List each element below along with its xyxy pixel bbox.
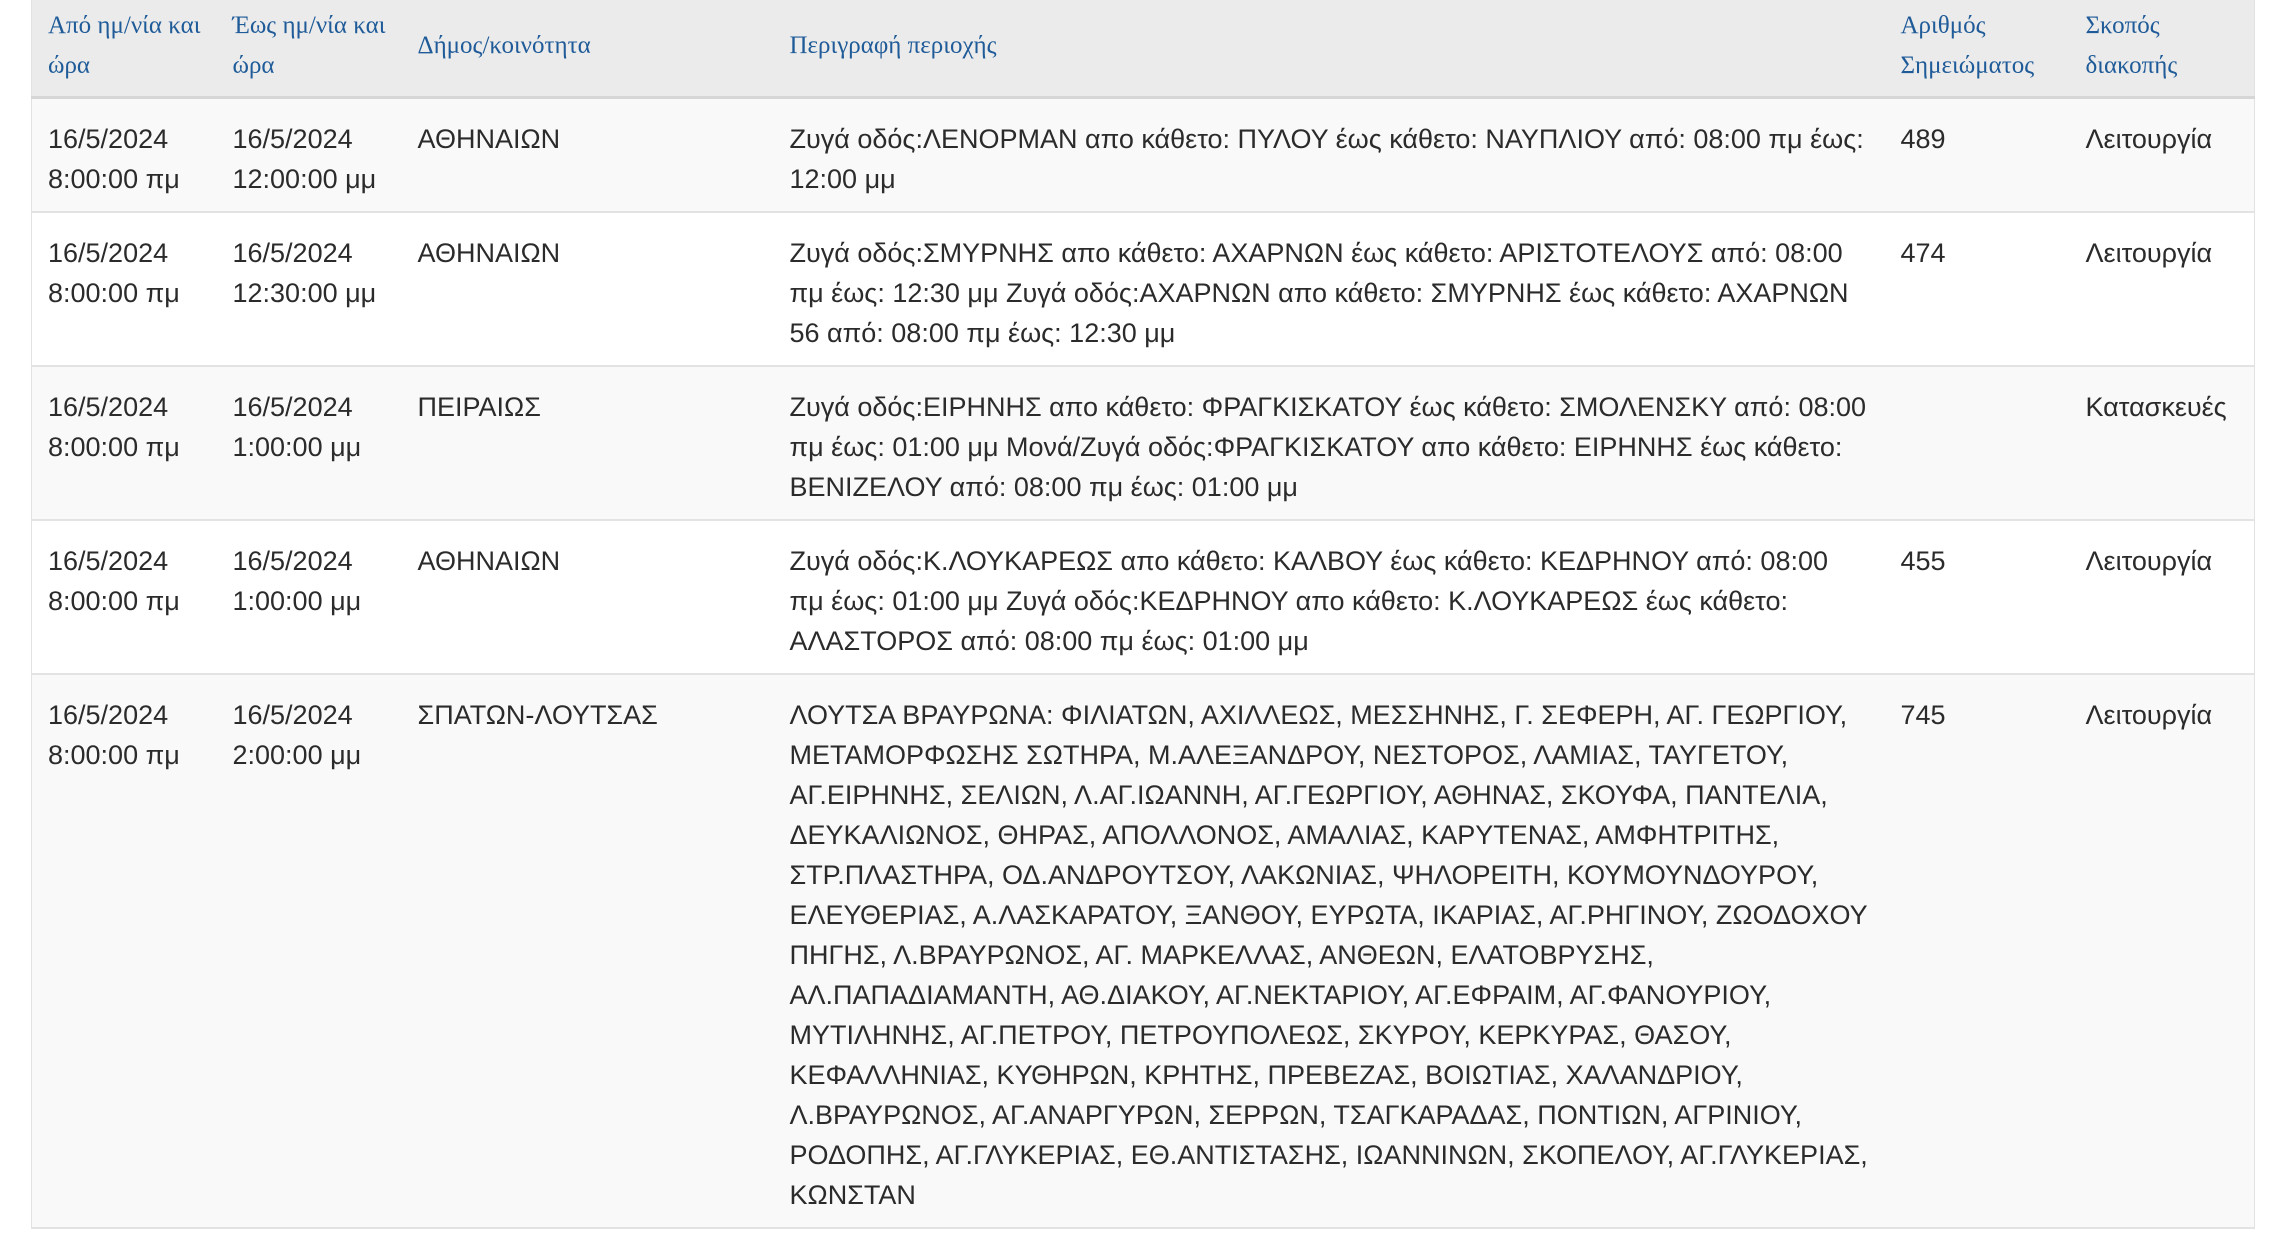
cell-description: ΛΟΥΤΣΑ ΒΡΑΥΡΩΝΑ: ΦΙΛΙΑΤΩΝ, ΑΧΙΛΛΕΩΣ, ΜΕΣΣΗΝΗΣ, Γ. ΣΕΦΕΡΗ, ΑΓ. ΓΕΩΡΓΙΟΥ, ΜΕΤΑΜΟΡΦΩΣΗΣ ΣΩΤΗΡΑ, Μ.ΑΛΕΞΑΝΔΡΟΥ, ΝΕΣΤΟΡΟΣ, ΛΑΜΙΑΣ, ΤΑΥΓΕΤΟΥ, ΑΓ.ΕΙΡΗΝΗΣ, ΣΕΛΙΩΝ, Λ.ΑΓ.ΙΩΑΝΝΗ, ΑΓ.ΓΕΩΡΓΙΟΥ, ΑΘΗΝΑΣ, ΣΚΟΥΦΑ, ΠΑΝΤΕΛΙΑ, ΔΕΥΚΑΛΙΩΝΟΣ, ΘΗΡΑΣ, ΑΠΟΛΛΟΝΟΣ, ΑΜΑΛΙΑΣ, ΚΑΡΥΤΕΝΑΣ, ΑΜΦΗΤΡΙΤΗΣ, ΣΤΡ.ΠΛΑΣΤΗΡΑ, ΟΔ.ΑΝΔΡΟΥΤΣΟΥ, ΛΑΚΩΝΙΑΣ, ΨΗΛΟΡΕΙΤΗ, ΚΟΥΜΟΥΝΔΟΥΡΟΥ, ΕΛΕΥΘΕΡΙΑΣ, Α.ΛΑΣΚΑΡΑΤΟΥ, ΞΑΝΘΟΥ, ΕΥΡΩΤΑ, ΙΚΑΡΙΑΣ, ΑΓ.ΡΗΓΙΝΟΥ, ΖΩΟΔΟΧΟΥ ΠΗΓΗΣ, Λ.ΒΡΑΥΡΩΝΟΣ, ΑΓ. ΜΑΡΚΕΛΛΑΣ, ΑΝΘΕΩΝ, ΕΛΑΤΟΒΡΥΣΗΣ, ΑΛ.ΠΑΠΑΔΙΑΜΑΝΤΗ, ΑΘ.ΔΙΑΚΟΥ, ΑΓ.ΝΕΚΤΑΡΙΟΥ, ΑΓ.ΕΦΡΑΙΜ, ΑΓ.ΦΑΝΟΥΡΙΟΥ, ΜΥΤΙΛΗΝΗΣ, ΑΓ.ΠΕΤΡΟΥ, ΠΕΤΡΟΥΠΟΛΕΩΣ, ΣΚΥΡΟΥ, ΚΕΡΚΥΡΑΣ, ΘΑΣΟΥ, ΚΕΦΑΛΛΗΝΙΑΣ, ΚΥΘΗΡΩΝ, ΚΡΗΤΗΣ, ΠΡΕΒΕΖΑΣ, ΒΟΙΩΤΙΑΣ, ΧΑΛΑΝΔΡΙΟΥ, Λ.ΒΡΑΥΡΩΝΟΣ, ΑΓ.ΑΝΑΡΓΥΡΩΝ, ΣΕΡΡΩΝ, ΤΣΑΓΚΑΡΑΔΑΣ, ΠΟΝΤΙΩΝ, ΑΓΡΙΝΙΟΥ, ΡΟΔΟΠΗΣ, ΑΓ.ΓΛΥΚΕΡΙΑΣ, ΕΘ.ΑΝΤΙΣΤΑΣΗΣ, ΙΩΑΝΝΙΝΩΝ, ΣΚΟΠΕΛΟΥ, ΑΓ.ΓΛΥΚΕΡΙΑΣ, ΚΩΝΣΤΑΝ bbox=[774, 674, 1885, 1228]
cell-purpose: Λειτουργία bbox=[2070, 212, 2255, 366]
cell-note-number bbox=[1885, 366, 2070, 520]
cell-municipality: ΠΕΙΡΑΙΩΣ bbox=[402, 366, 774, 520]
cell-to: 16/5/2024 1:00:00 μμ bbox=[217, 366, 402, 520]
header-from[interactable]: Από ημ/νία και ώρα bbox=[32, 0, 217, 98]
cell-purpose: Λειτουργία bbox=[2070, 520, 2255, 674]
cell-description: Ζυγά οδός:ΕΙΡΗΝΗΣ απο κάθετο: ΦΡΑΓΚΙΣΚΑΤΟΥ έως κάθετο: ΣΜΟΛΕΝΣΚΥ από: 08:00 πμ έως: 01:00 μμ Μονά/Ζυγά οδός:ΦΡΑΓΚΙΣΚΑΤΟΥ απο κάθετο: ΕΙΡΗΝΗΣ έως κάθετο: ΒΕΝΙΖΕΛΟΥ από: 08:00 πμ έως: 01:00 μμ bbox=[774, 366, 1885, 520]
cell-description: Ζυγά οδός:ΛΕΝΟΡΜΑΝ απο κάθετο: ΠΥΛΟΥ έως κάθετο: ΝΑΥΠΛΙΟΥ από: 08:00 πμ έως: 12:00 μμ bbox=[774, 98, 1885, 213]
table-row bbox=[32, 674, 2255, 1228]
table-body bbox=[32, 98, 2255, 1229]
table-header bbox=[32, 0, 2255, 98]
cell-municipality: ΑΘΗΝΑΙΩΝ bbox=[402, 212, 774, 366]
table-row bbox=[32, 366, 2255, 520]
cell-description: Ζυγά οδός:Κ.ΛΟΥΚΑΡΕΩΣ απο κάθετο: ΚΑΛΒΟΥ έως κάθετο: ΚΕΔΡΗΝΟΥ από: 08:00 πμ έως: 01:00 μμ Ζυγά οδός:ΚΕΔΡΗΝΟΥ απο κάθετο: Κ.ΛΟΥΚΑΡΕΩΣ έως κάθετο: ΑΛΑΣΤΟΡΟΣ από: 08:00 πμ έως: 01:00 μμ bbox=[774, 520, 1885, 674]
cell-municipality: ΣΠΑΤΩΝ-ΛΟΥΤΣΑΣ bbox=[402, 674, 774, 1228]
header-description[interactable]: Περιγραφή περιοχής bbox=[774, 0, 1885, 98]
cell-municipality: ΑΘΗΝΑΙΩΝ bbox=[402, 520, 774, 674]
table-row bbox=[32, 212, 2255, 366]
table-row bbox=[32, 520, 2255, 674]
header-note-number[interactable]: Αριθμός Σημειώματος bbox=[1885, 0, 2070, 98]
header-to[interactable]: Έως ημ/νία και ώρα bbox=[217, 0, 402, 98]
header-purpose[interactable]: Σκοπός διακοπής bbox=[2070, 0, 2255, 98]
cell-from: 16/5/2024 8:00:00 πμ bbox=[32, 366, 217, 520]
cell-to: 16/5/2024 12:00:00 μμ bbox=[217, 98, 402, 213]
table-row bbox=[32, 98, 2255, 213]
outage-table bbox=[31, 0, 2255, 1229]
cell-note-number: 489 bbox=[1885, 98, 2070, 213]
header-municipality[interactable]: Δήμος/κοινότητα bbox=[402, 0, 774, 98]
cell-to: 16/5/2024 2:00:00 μμ bbox=[217, 674, 402, 1228]
cell-from: 16/5/2024 8:00:00 πμ bbox=[32, 674, 217, 1228]
header-row bbox=[32, 0, 2255, 98]
cell-note-number: 745 bbox=[1885, 674, 2070, 1228]
cell-to: 16/5/2024 1:00:00 μμ bbox=[217, 520, 402, 674]
cell-to: 16/5/2024 12:30:00 μμ bbox=[217, 212, 402, 366]
cell-municipality: ΑΘΗΝΑΙΩΝ bbox=[402, 98, 774, 213]
cell-note-number: 455 bbox=[1885, 520, 2070, 674]
cell-from: 16/5/2024 8:00:00 πμ bbox=[32, 520, 217, 674]
cell-purpose: Λειτουργία bbox=[2070, 674, 2255, 1228]
cell-note-number: 474 bbox=[1885, 212, 2070, 366]
cell-from: 16/5/2024 8:00:00 πμ bbox=[32, 212, 217, 366]
cell-purpose: Λειτουργία bbox=[2070, 98, 2255, 213]
cell-from: 16/5/2024 8:00:00 πμ bbox=[32, 98, 217, 213]
cell-purpose: Κατασκευές bbox=[2070, 366, 2255, 520]
cell-description: Ζυγά οδός:ΣΜΥΡΝΗΣ απο κάθετο: ΑΧΑΡΝΩΝ έως κάθετο: ΑΡΙΣΤΟΤΕΛΟΥΣ από: 08:00 πμ έως: 12:30 μμ Ζυγά οδός:ΑΧΑΡΝΩΝ απο κάθετο: ΣΜΥΡΝΗΣ έως κάθετο: ΑΧΑΡΝΩΝ 56 από: 08:00 πμ έως: 12:30 μμ bbox=[774, 212, 1885, 366]
